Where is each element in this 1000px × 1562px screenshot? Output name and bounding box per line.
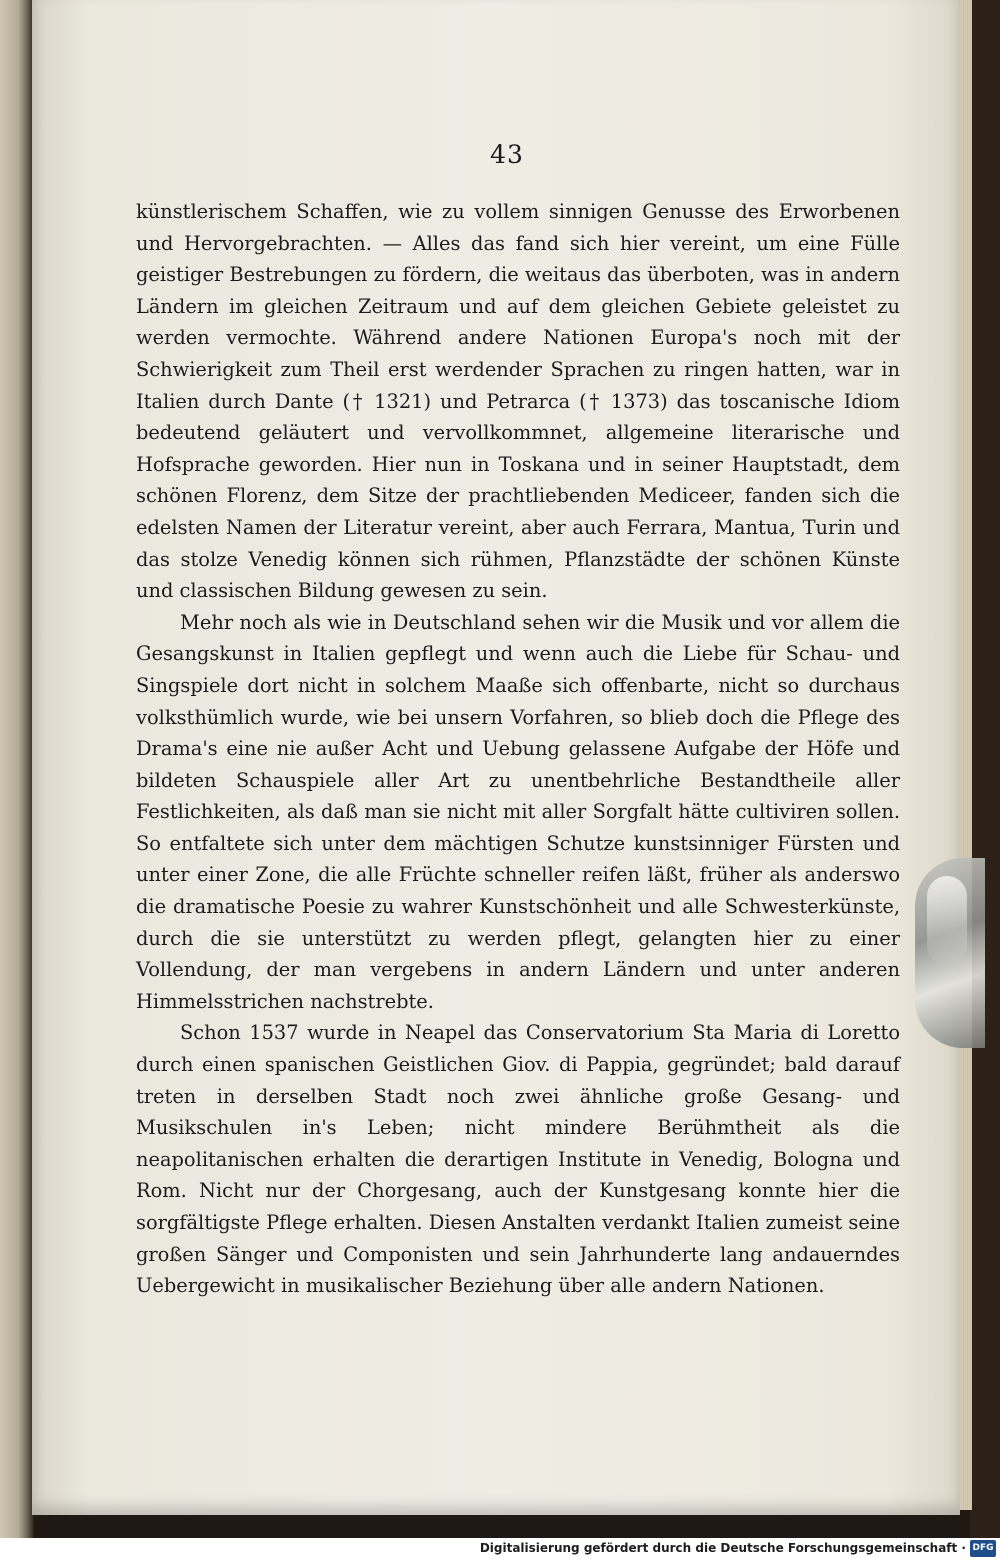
book-binding-edge [0, 0, 34, 1562]
body-text [136, 196, 900, 1302]
dfg-credit-text: Digitalisierung gefördert durch die Deutsche Forschungsgemeinschaft · [479, 1541, 966, 1555]
paragraph-2: Mehr noch als wie in Deutschland sehen wir die Musik und vor allem die Gesangskunst in Italien gepflegt und wenn auch die Liebe für Schau- und Singspiele dort nicht in solchem Maaße sich offenbarte, nicht so durchaus volksthümlich wurde, wie bei unsern Vorfahren, so blieb doch die Pflege des Drama's eine nie außer Acht und Uebung gelassene Aufgabe der Höfe und bildeten Schauspiele aller Art zu unentbehrliche Bestandtheile aller Festlichkeiten, als daß man sie nicht mit aller Sorgfalt hätte cultiviren sollen. So entfaltete sich unter dem mächtigen Schutze kunstsinniger Fürsten und unter einer Zone, die alle Früchte schneller reifen läßt, früher als anderswo die dramatische Poesie zu wahrer Kunstschönheit und alle Schwesterkünste, durch die sie unterstützt zu werden pflegt, gelangten hier zu einer Vollendung, der man vergebens in andern Ländern und unter anderen Himmelsstrichen nachstrebte. [136, 610, 900, 1013]
scan-background [970, 0, 1000, 1562]
book-page [32, 0, 960, 1515]
paragraph-1: künstlerischem Schaffen, wie zu vollem sinnigen Genusse des Erworbenen und Hervorgebrachten. — Alles das fand sich hier vereint, um eine Fülle geistiger Bestrebungen zu fördern, die weitaus das überboten, was in andern Ländern im gleichen Zeitraum und auf dem gleichen Gebiete geleistet zu werden vermochte. Während andere Nationen Europa's noch mit der Schwierigkeit zum Theil erst werdender Sprachen zu ringen hatten, war in Italien durch Dante († 1321) und Petrarca († 1373) das toscanische Idiom bedeutend geläutert und vervollkommnet, allgemeine literarische und Hofsprache geworden. Hier nun in Toskana und in seiner Hauptstadt, dem schönen Florenz, dem Sitze der prachtliebenden Mediceer, fanden sich die edelsten Namen der Literatur vereint, aber auch Ferrara, Mantua, Turin und das stolze Venedig können sich rühmen, Pflanzstädte der schönen Künste und classischen Bildung gewesen zu sein. [136, 200, 900, 603]
paragraph-3: Schon 1537 wurde in Neapel das Conservatorium Sta Maria di Loretto durch einen spanischen Geistlichen Giov. di Pappia, gegründet; bald darauf treten in derselben Stadt noch zwei ähnliche große Gesang- und Musikschulen in's Leben; nicht mindere Berühmtheit als die neapolitanischen erhalten die derartigen Institute in Venedig, Bologna und Rom. Nicht nur der Chorgesang, auch der Kunstgesang konnte hier die sorgfältigste Pflege erhalten. Diesen Anstalten verdankt Italien zumeist seine großen Sänger und Componisten und sein Jahrhunderte lang andauerndes Uebergewicht in musikalischer Beziehung über alle andern Nationen. [136, 1021, 900, 1298]
dfg-logo-icon: DFG [970, 1540, 996, 1557]
page-number: 43 [490, 140, 524, 169]
page-stack-edge [958, 0, 972, 1510]
glass-page-weight [915, 858, 985, 1048]
